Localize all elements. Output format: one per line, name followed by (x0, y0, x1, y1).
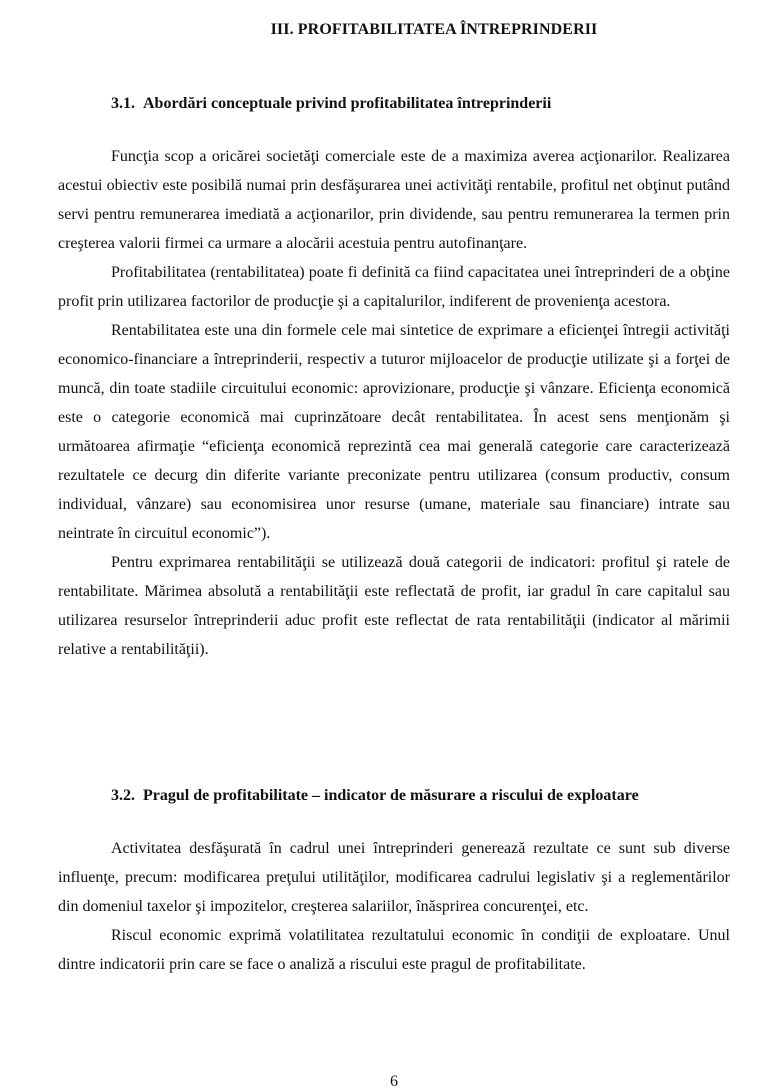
paragraph: Rentabilitatea este una din formele cele mai sintetice de exprimare a eficienţei întregii activităţi economico-financiare a întreprinderii, respectiv a tuturor mijloacelor de producţie utilizate şi a forţei de muncă, din toate stadiile circuitului economic: aprovizionare, producţie şi vânzare. Eficienţa economică este o categorie economică mai cuprinzătoare decât rentabilitatea. În acest sens menţionăm şi următoarea afirmaţie “eficienţa economică reprezintă cea mai generală categorie care caracterizează rezultatele ce decurg din diferite variante preconizate pentru utilizarea (consum productiv, consum individual, vânzare) sau economisirea unor resurse (umane, materiale sau financiare) intrate sau neintrate în circuitul economic”). (58, 322, 730, 542)
section-title-text: Pragul de profitabilitate – indicator de măsurare a riscului de exploatare (143, 787, 639, 804)
paragraph: Activitatea desfăşurată în cadrul unei întreprinderi generează rezultate ce sunt sub diverse influenţe, precum: modificarea preţului utilităţilor, modificarea cadrului legislativ şi a reglementărilor din domeniul taxelor şi impozitelor, creşterea salariilor, înăsprirea concurenţei, etc. (58, 840, 730, 915)
page-number: 6 (390, 1073, 398, 1090)
paragraph: Riscul economic exprimă volatilitatea rezultatului economic în condiţii de exploatare. Unul dintre indicatorii prin care se face o analiză a riscului este pragul de profitabilitate. (58, 927, 730, 973)
section-3-1-body (58, 142, 730, 664)
chapter-title: III. PROFITABILITATEA ÎNTREPRINDERII (270, 21, 598, 38)
section-heading-3-2 (111, 785, 731, 807)
section-title-text: Abordări conceptuale privind profitabilitatea întreprinderii (143, 95, 552, 112)
section-heading-3-1 (111, 93, 731, 115)
section-number: 3.2. (111, 787, 135, 804)
paragraph: Profitabilitatea (rentabilitatea) poate fi definită ca fiind capacitatea unei întreprinderi de a obţine profit prin utilizarea factorilor de producţie şi a capitalurilor, indiferent de provenienţa acestora. (58, 264, 730, 310)
paragraph: Funcţia scop a oricărei societăţi comerciale este de a maximiza averea acţionarilor. Realizarea acestui obiectiv este posibilă numai prin desfăşurarea unei activităţi rentabile, profitul net obţinut putând servi pentru remunerarea imediată a acţionarilor, prin dividende, sau pentru remunerarea la termen prin creşterea valorii firmei ca urmare a alocării acestuia pentru autofinanţare. (58, 148, 730, 252)
section-3-2-body (58, 834, 730, 979)
paragraph: Pentru exprimarea rentabilităţii se utilizează două categorii de indicatori: profitul şi ratele de rentabilitate. Mărimea absolută a rentabilităţii este reflectată de profit, iar gradul în care capitalul sau utilizarea resurselor întreprinderii aduc profit este reflectat de rata rentabilităţii (indicator al mărimii relative a rentabilităţii). (58, 554, 730, 658)
section-number: 3.1. (111, 95, 135, 112)
